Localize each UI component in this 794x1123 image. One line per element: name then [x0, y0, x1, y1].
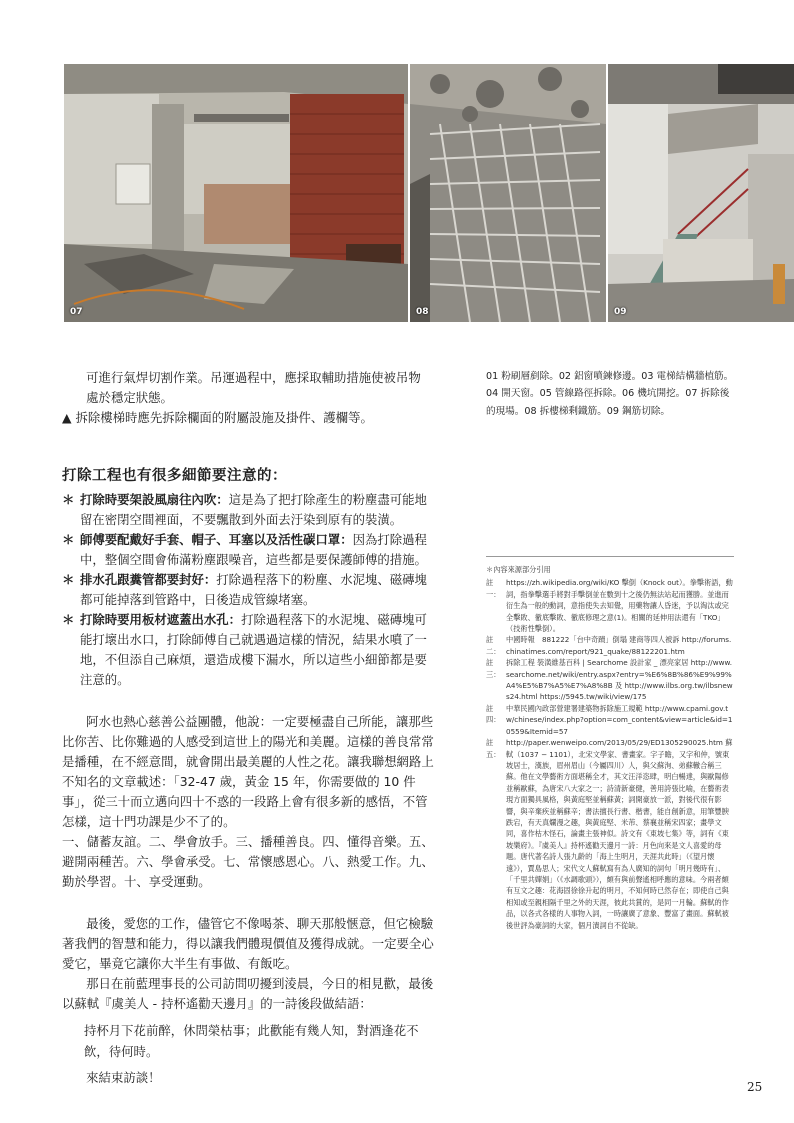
photo-number: 09 [614, 307, 627, 317]
asterisk-icon: ＊ [62, 532, 75, 547]
tip-title: 打除時要架設風扇往內吹： [80, 492, 229, 507]
tip-item [62, 490, 434, 530]
paragraph: 最後，愛您的工作，儘管它不像喝茶、聊天那般愜意，但它檢驗著我們的智慧和能力，得以讓我們體現價值及獲得成就。一定要全心愛它，畢竟它讓你大半生有事做、有飯吃。 [62, 916, 434, 971]
asterisk-icon: ＊ [62, 612, 75, 627]
tip-text: 因為打除過程中，整個空間會佈滿粉塵跟噪音，這些都是要保護師傅的措施。 [80, 532, 427, 567]
footnote-text: https://zh.wikipedia.org/wiki/KO 擊倒（Knock out）。拳擊術語，動詞，指拳擊選手將對手擊倒並在數到十之後仍無法站起而獲勝。並進而衍生為一般的動詞，意指使失去知覺，用藥物讓人昏迷，予以淘汰或完全擊敗、徹底擊敗、徹底修理之意(1)。相關的延伸用法還有「TKO」（技術性擊倒）。 [506, 578, 733, 634]
paragraph: 那日在前藍理事長的公司訪問叨擾到淩晨，今日的相見歡，最後以蘇軾『虞美人 - 持杯遙勸天邊月』的一詩後段做結語： [62, 976, 434, 1011]
page-number: 25 [747, 1080, 763, 1094]
footnote-label: 註三： [486, 658, 501, 679]
footnote-label: 註一： [486, 578, 501, 599]
paragraph: 阿水也熱心慈善公益團體，他說：一定要極盡自己所能，讓那些比你苦、比你難過的人感受到這世上的陽光和美麗。這樣的善良常常是播種，在不經意間，就會開出最美麗的人性之花。讓我聯想網路上不知名的文章載述：「32-47 歲，黃金 15 年，你需要做的 10 件事」，從三十而立邁向四十不惑的一段路上會有很多新的感悟，不管怎樣，這十門功課是少不了的。 [62, 714, 434, 829]
divider [486, 556, 734, 557]
tip-item [62, 570, 434, 610]
intro-line: 處於穩定狀態。 [86, 390, 173, 405]
main-article-column [62, 368, 434, 1088]
tip-title: 師傅要配戴好手套、帽子、耳塞以及活性碳口罩： [80, 532, 353, 547]
paragraph: 一、儲蓄友誼。二、學會放手。三、播種善良。四、懂得音樂。五、避開兩種苦。六、學會承受。七、常懷感恩心。八、熱愛工作。九、勤於學習。十、享受運動。 [62, 834, 434, 889]
footnote-text: 中國時報 881222「台中奇蹟」倒塌 建商等四人被訴 http://forums.chinatimes.com/report/921_quake/88122201.htm [506, 635, 732, 656]
closing-line: 來結束訪談！ [86, 1070, 161, 1085]
tip-title: 排水孔跟糞管都要封好： [80, 572, 217, 587]
footnotes [486, 564, 734, 931]
photo-09 [608, 64, 794, 322]
footnote-label: 註五： [486, 738, 501, 759]
tip-text: 打除過程落下的水泥塊、磁磚塊可能打壞出水口，打除師傅自己就遇過這樣的情況，結果水噴了一地，不但添自己麻煩，還造成樓下漏水，所以這些小細節都是要注意的。 [80, 612, 427, 687]
photo-number: 07 [70, 307, 83, 317]
footnote [486, 703, 734, 737]
footnote-text: http://paper.wenweipo.com/2013/05/29/ED1305290025.htm 蘇軾（1037 − 1101），北宋文學家、書畫家。字子瞻，又字和仲，號東坡居士，漢族，眉州眉山（今屬四川）人，與父蘇洵、弟蘇轍合稱三蘇。他在文學藝術方面堪稱全才，其文汪洋恣肆，明白暢達，與歐陽修並稱歐蘇，為唐宋八大家之一；詩清新豪健，善用誇張比喻，在藝術表現方面獨具風格，與黃庭堅並稱蘇黃；詞開豪放一派，對後代很有影響，與辛棄疾並稱蘇辛；書法擅長行書、楷書，能自創新意，用筆豐腴跌宕，有天真爛漫之趣，與黃庭堅、米芾、蔡襄並稱宋四家；畫學文同，喜作枯木怪石，論畫主張神似。詩文有《東坡七集》等，詞有《東坡樂府》。『虞美人』持杯遙勸天邊月一詩：月色向來是文人喜愛的母題。唐代著名詩人張九齡的「海上生明月，天涯共此時」（《望月懷遠》），賈島思人；宋代文人蘇軾寫有為人廣知的詞句「明月幾時有」、「千里共嬋娟」（《水調歌頭》），頗有與前聲遙相呼應的意味。今兩者頗有互文之趣：花海固徐徐升起的明月，不知何時已然存在；即使自己與相知或至親相隔千里之外的天涯，彼此共賞的，是同一月輪。蘇軾的作品，以各式各樣的人事物入詞，一時讓廣了意象、豐富了畫面。蘇軾被後世評為豪詞的大家，個月漬詞自不從缺。 [506, 738, 733, 930]
tip-text: 這是為了把打除產生的粉塵盡可能地留在密閉空間裡面，不要飄散到外面去汙染到原有的裝潢。 [80, 492, 427, 527]
photo-captions: 01 粉刷層剷除。02 鋁窗噴鍊修邊。03 電梯結構牆植筋。04 開天窗。05 管線路徑拆除。06 機坑開挖。07 拆除後的現場。08 拆樓梯剩鐵筋。09 鋼筋切除。 [486, 371, 734, 417]
tip-item [62, 530, 434, 570]
footnote [486, 577, 734, 634]
intro-line: 可進行氣焊切割作業。吊運過程中，應採取輔助措施使被吊物 [86, 370, 421, 385]
intro-note: 拆除樓梯時應先拆除欄面的附屬設施及掛件、護欄等。 [75, 410, 373, 425]
photo-number: 08 [416, 307, 429, 317]
photo-08 [410, 64, 606, 322]
asterisk-icon: ＊ [62, 572, 75, 587]
tip-text: 打除過程落下的粉塵、水泥塊、磁磚塊都可能掉落到管路中，日後造成管線堵塞。 [80, 572, 427, 607]
section-heading: 打除工程也有很多細節要注意的： [62, 468, 287, 484]
footnote-text: 拆除工程 裝潢維基百科 | Searchome 設計家 _ 漂亮家居 http://www.searchome.net/wiki/entry.aspx?entry=%E6%8B%86%E9%99%A4%E5%B7%A5%E7%A8%8B 及 http://www.ilbs.org.tw/ilbsnews24.html https://5945.tw/wiki/view/175 [506, 658, 733, 702]
photo-07 [64, 64, 408, 322]
footnote [486, 737, 734, 931]
tip-title: 打除時要用板材遮蓋出水孔： [80, 612, 242, 627]
asterisk-icon: ＊ [62, 492, 75, 507]
notes-title: ＊內容來源部分引用 [486, 565, 551, 574]
footnote-label: 註二： [486, 635, 501, 656]
tip-item [62, 610, 434, 690]
triangle-icon: ▲ [62, 410, 72, 425]
footnote [486, 657, 734, 703]
footnote-label: 註四： [486, 703, 501, 725]
footnote [486, 634, 734, 657]
footnote-text: 中華民國內政部營建署建築物拆除施工規範 http://www.cpami.gov.tw/chinese/index.php?option=com_content&view=article&id=10559&Itemid=57 [506, 703, 733, 736]
poem: 持杯月下花前醉，休問榮枯事；此歡能有幾人知，對酒逢花不飲，待何時。 [84, 1023, 419, 1059]
